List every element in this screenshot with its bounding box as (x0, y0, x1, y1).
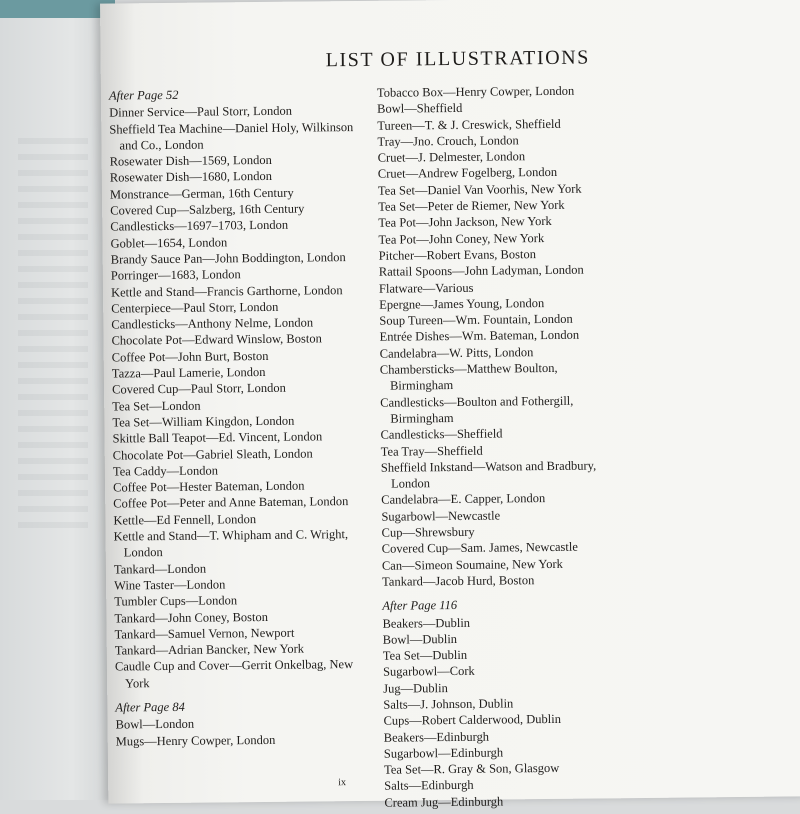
list-item: Coffee Pot—John Burt, Boston (111, 348, 269, 365)
list-item: Sugarbowl—Cork (382, 664, 475, 680)
list-item: Tray—Jno. Crouch, London (377, 133, 519, 149)
list-item: Tankard—London (113, 561, 207, 577)
section-heading: After Page 84 (115, 699, 185, 715)
list-item: Tea Pot—John Coney, New York (378, 230, 545, 247)
list-item: Cruet—J. Delmester, London (377, 149, 526, 165)
list-item: Kettle—Ed Fennell, London (113, 511, 257, 528)
list-item: Sugarbowl—Edinburgh (383, 745, 504, 761)
list-item: Chambersticks—Matthew Boulton, Birmingham (379, 360, 558, 393)
list-item: Tankard—Adrian Bancker, New York (114, 641, 305, 658)
list-item: Beakers—Edinburgh (383, 729, 490, 745)
list-item: Tankard—John Coney, Boston (114, 609, 269, 626)
list-item: Sheffield Tea Machine—Daniel Holy, Wilkinson and Co., London (109, 119, 354, 153)
list-item: Soup Tureen—Wm. Fountain, London (379, 311, 573, 328)
list-item: Brandy Sauce Pan—John Boddington, London (110, 250, 346, 267)
right-column (377, 82, 605, 810)
list-item: Tea Caddy—London (112, 463, 219, 479)
list-item: Candelabra—E. Capper, London (381, 491, 546, 508)
list-item: Candlesticks—Boulton and Fothergill, Birmingham (380, 393, 574, 426)
list-item: Porringer—1683, London (110, 267, 241, 283)
list-item: Coffee Pot—Hester Bateman, London (113, 478, 305, 495)
list-item: Flatware—Various (378, 280, 474, 296)
list-item: Entrée Dishes—Wm. Bateman, London (379, 328, 580, 345)
list-item: Tazza—Paul Lamerie, London (111, 365, 266, 381)
list-item: Covered Cup—Salzberg, 16th Century (110, 201, 305, 218)
list-item: Epergne—James Young, London (379, 295, 545, 312)
list-item: Tankard—Samuel Vernon, Newport (114, 625, 295, 642)
list-item: Covered Cup—Sam. James, Newcastle (381, 540, 578, 557)
list-item: Can—Simeon Soumaine, New York (381, 556, 563, 573)
list-item: Wine Taster—London (114, 577, 226, 593)
list-item: Kettle and Stand—Francis Garthorne, London (110, 282, 343, 300)
list-item: Kettle and Stand—T. Whipham and C. Wright, London (113, 527, 349, 560)
list-item: Cream Jug—Edinburgh (384, 794, 504, 810)
list-item: Tea Set—Peter de Riemer, New York (378, 197, 565, 214)
list-item: Goblet—1654, London (110, 235, 228, 251)
list-item: Tureen—T. & J. Creswick, Sheffield (377, 116, 561, 133)
page-number: ix (338, 777, 347, 789)
list-item: Chocolate Pot—Gabriel Sleath, London (112, 445, 313, 463)
section-heading: After Page 116 (382, 598, 458, 613)
list-item: Dinner Service—Paul Storr, London (109, 103, 293, 120)
list-item: Sheffield Inkstand—Watson and Bradbury, London (380, 458, 597, 491)
book-page (100, 0, 800, 810)
list-item: Cups—Robert Calderwood, Dublin (383, 712, 562, 729)
list-item: Salts—J. Johnson, Dublin (383, 696, 514, 712)
list-item: Tea Tray—Sheffield (380, 443, 483, 459)
section-heading: After Page 52 (108, 87, 179, 103)
list-item: Tea Set—William Kingdon, London (112, 413, 295, 430)
list-item: Tumbler Cups—London (114, 593, 238, 609)
list-item: Rattail Spoons—John Ladyman, London (378, 262, 584, 280)
list-item: Cup—Shrewsbury (381, 524, 475, 540)
list-item: Beakers—Dublin (382, 615, 471, 631)
list-item: Mugs—Henry Cowper, London (115, 732, 276, 749)
left-column (109, 85, 372, 750)
list-item: Jug—Dublin (383, 680, 448, 696)
list-item: Tea Pot—John Jackson, New York (378, 214, 552, 231)
list-item: Tea Set—Daniel Van Voorhis, New York (377, 181, 582, 198)
list-item: Tea Set—Dublin (382, 647, 468, 663)
list-item: Rosewater Dish—1680, London (109, 169, 273, 186)
list-item: Candlesticks—Sheffield (380, 426, 503, 442)
list-item: Monstrance—German, 16th Century (109, 185, 294, 202)
page-title: LIST OF ILLUSTRATIONS (325, 46, 591, 72)
list-item: Skittle Ball Teapot—Ed. Vincent, London (112, 429, 323, 446)
list-item: Tankard—Jacob Hurd, Boston (382, 573, 535, 589)
list-item: Coffee Pot—Peter and Anne Bateman, London (113, 494, 349, 511)
bleed-through-text (18, 138, 88, 538)
list-item: Candlesticks—Anthony Nelme, London (111, 315, 314, 332)
list-item: Pitcher—Robert Evans, Boston (378, 247, 537, 263)
list-item: Chocolate Pot—Edward Winslow, Boston (111, 331, 322, 349)
list-item: Caudle Cup and Cover—Gerrit Onkelbag, New York (114, 657, 354, 691)
list-item: Tea Set—R. Gray & Son, Glasgow (383, 761, 560, 777)
list-item: Candlesticks—1697–1703, London (110, 218, 289, 234)
list-item: Tobacco Box—Henry Cowper, London (376, 83, 575, 100)
list-item: Rosewater Dish—1569, London (109, 153, 272, 169)
list-item: Centerpiece—Paul Storr, London (111, 299, 279, 316)
list-item: Sugarbowl—Newcastle (381, 508, 501, 524)
list-item: Bowl—Sheffield (377, 101, 463, 117)
list-item: Bowl—Dublin (382, 631, 458, 647)
list-item: Candelabra—W. Pitts, London (379, 344, 534, 361)
list-item: Tea Set—London (112, 398, 201, 414)
list-item: Cruet—Andrew Fogelberg, London (377, 165, 558, 182)
list-item: Salts—Edinburgh (384, 778, 474, 794)
list-item: Bowl—London (115, 717, 195, 732)
list-item: Covered Cup—Paul Storr, London (111, 381, 286, 397)
